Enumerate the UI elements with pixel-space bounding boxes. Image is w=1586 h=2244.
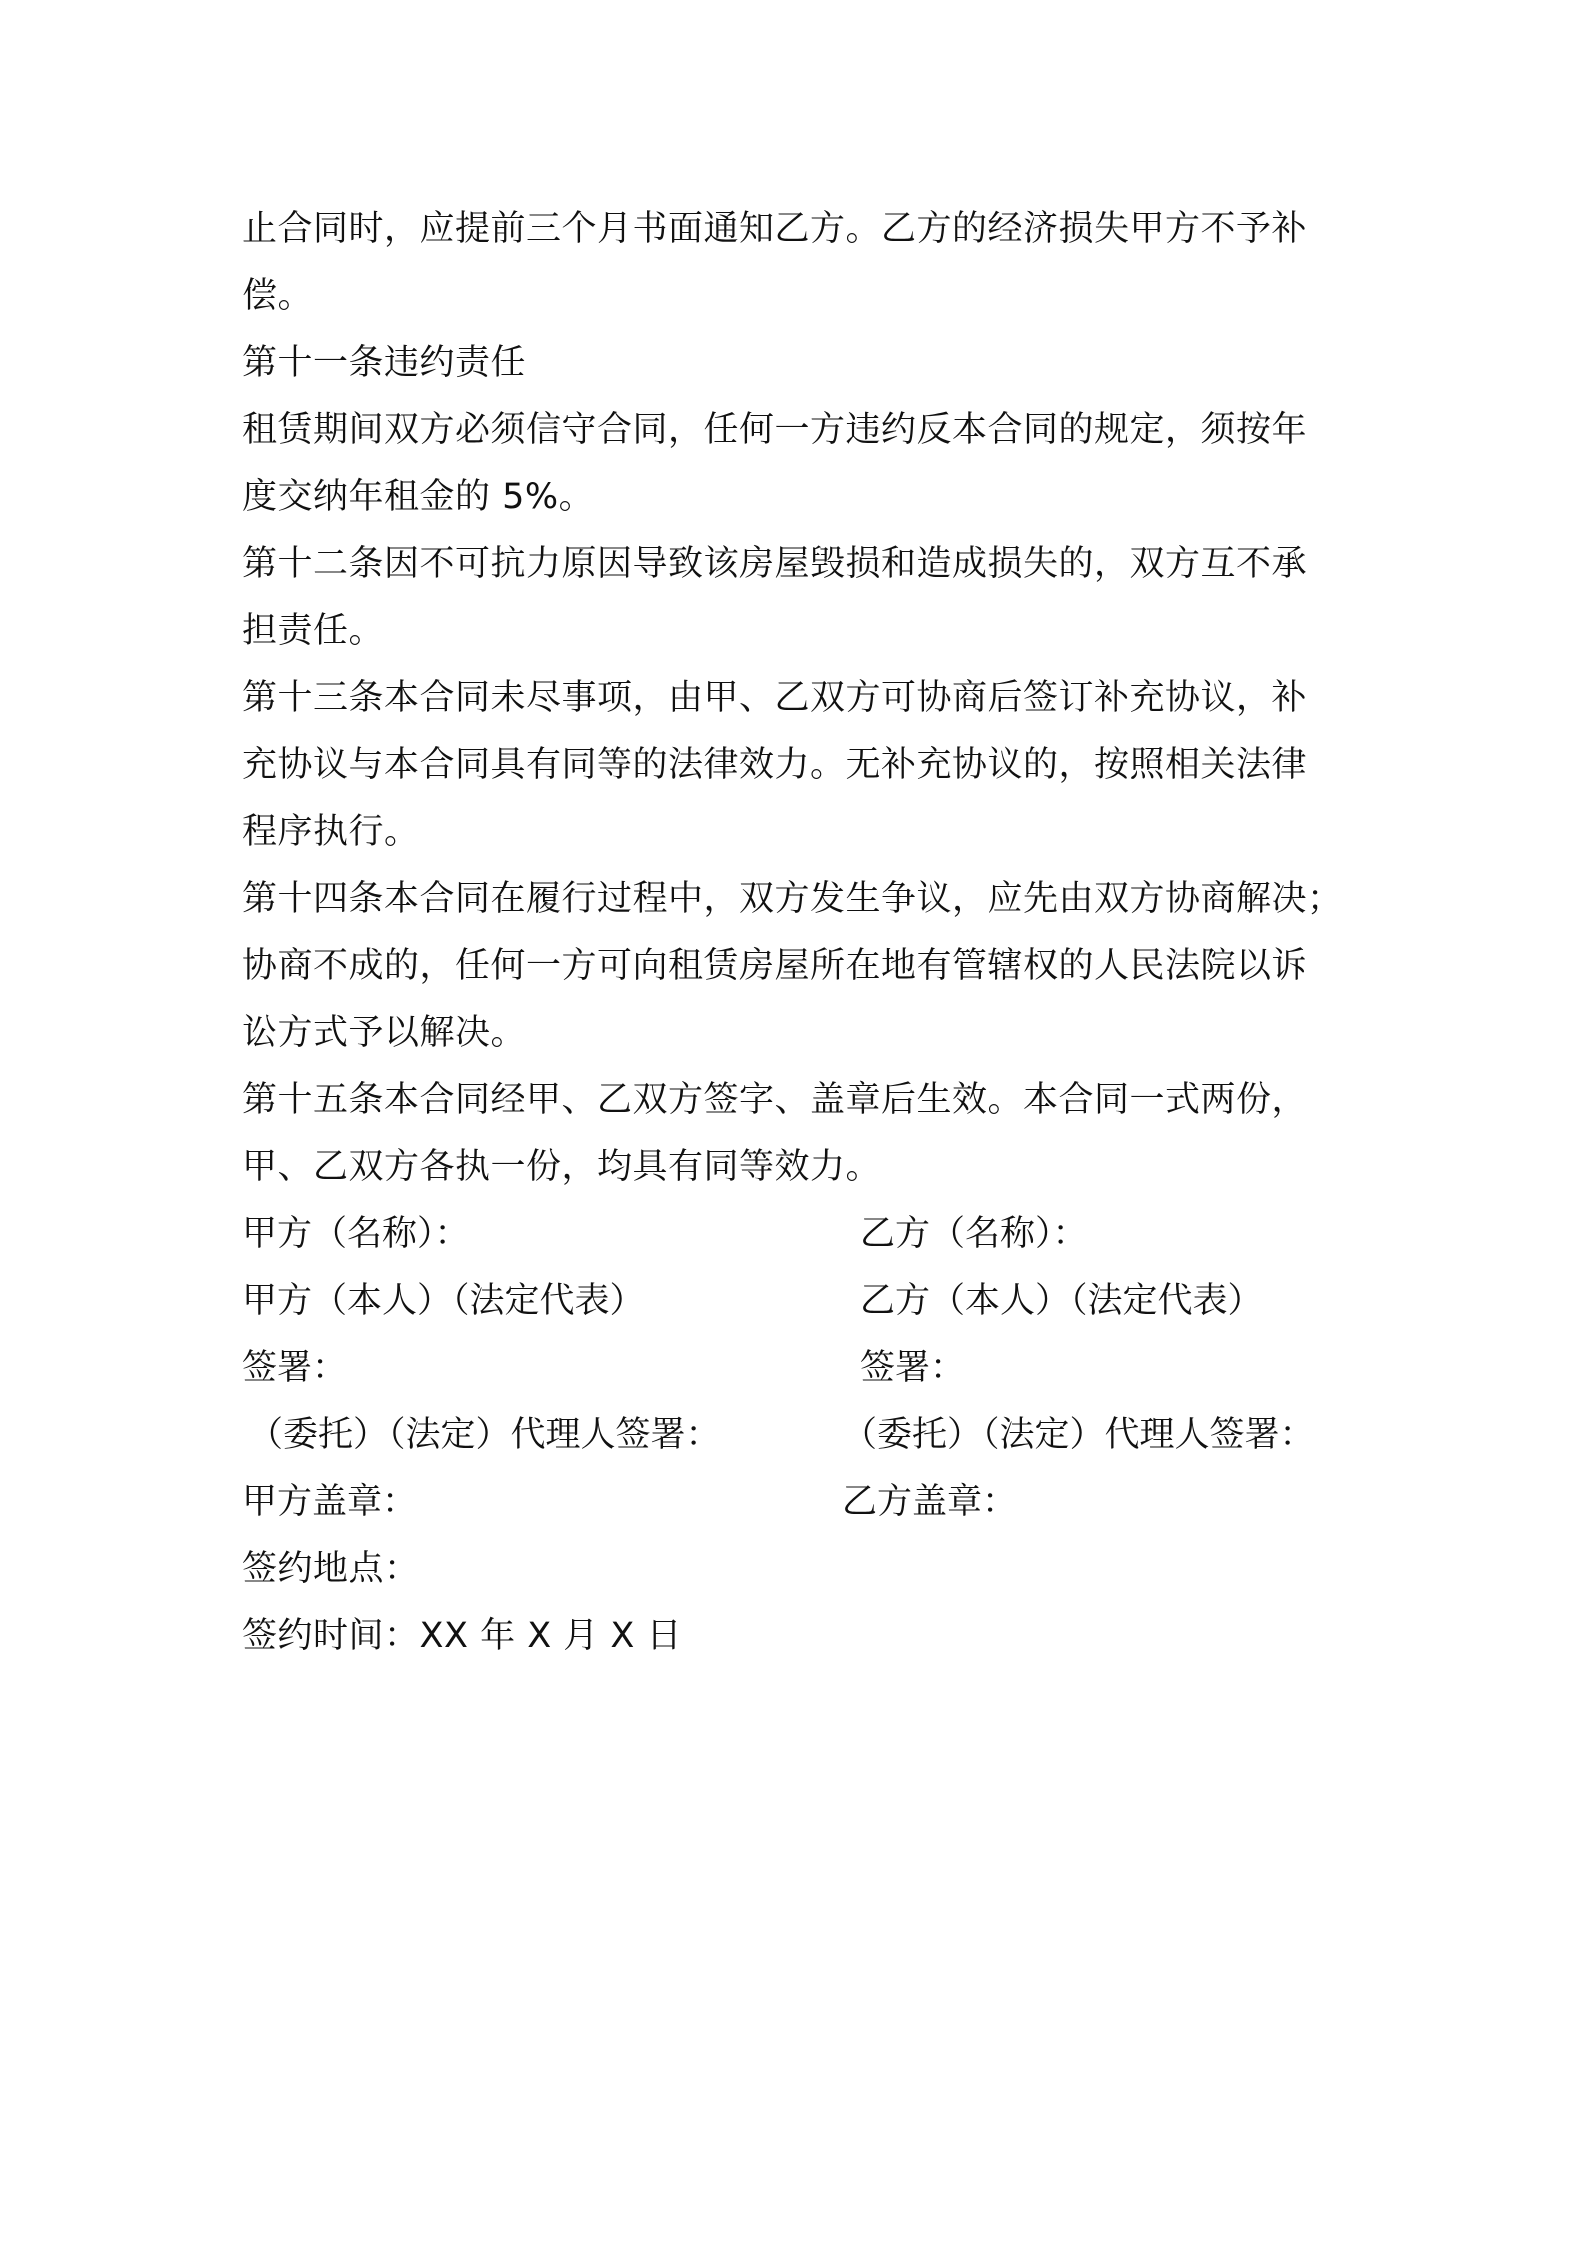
paragraph-line: 第十三条本合同未尽事项，由甲、乙双方可协商后签订补充协议，补 <box>242 678 1308 718</box>
party-a-seal-label: 甲方盖章： <box>242 1482 418 1522</box>
party-b-seal-label: 乙方盖章： <box>842 1482 1018 1522</box>
party-a-sign-label: 签署： <box>242 1348 348 1388</box>
paragraph-line: 止合同时，应提前三个月书面通知乙方。乙方的经济损失甲方不予补 <box>242 209 1308 249</box>
party-a-agent-label: （委托）（法定）代理人签署： <box>248 1415 721 1455</box>
paragraph-line: 度交纳年租金的 5%。 <box>242 477 595 517</box>
paragraph-line: 第十四条本合同在履行过程中，双方发生争议，应先由双方协商解决； <box>242 879 1343 919</box>
paragraph-line: 偿。 <box>242 276 314 316</box>
signing-location-label: 签约地点： <box>242 1549 420 1589</box>
paragraph-line: 程序执行。 <box>242 812 420 852</box>
paragraph-line: 充协议与本合同具有同等的法律效力。无补充协议的，按照相关法律 <box>242 745 1308 785</box>
document-body <box>242 196 1362 1670</box>
party-a-representative-label: 甲方（本人）（法定代表） <box>242 1281 645 1321</box>
paragraph-line: 第十五条本合同经甲、乙双方签字、盖章后生效。本合同一式两份， <box>242 1080 1308 1120</box>
signature-row-seal <box>242 1469 1362 1536</box>
paragraph-line: 担责任。 <box>242 611 385 651</box>
signing-date-label: 签约时间：XX 年 X 月 X 日 <box>242 1616 683 1656</box>
party-b-agent-label: （委托）（法定）代理人签署： <box>842 1415 1315 1455</box>
party-a-name-label: 甲方（名称）： <box>242 1214 470 1254</box>
signature-row-name <box>242 1201 1362 1268</box>
signature-row-representative <box>242 1268 1362 1335</box>
signature-row-sign <box>242 1335 1362 1402</box>
paragraph-line: 第十二条因不可抗力原因导致该房屋毁损和造成损失的，双方互不承 <box>242 544 1308 584</box>
paragraph-line: 甲、乙双方各执一份，均具有同等效力。 <box>242 1147 882 1187</box>
party-b-name-label: 乙方（名称）： <box>860 1214 1088 1254</box>
paragraph-line: 租赁期间双方必须信守合同，任何一方违约反本合同的规定，须按年 <box>242 410 1308 450</box>
paragraph-line: 协商不成的，任何一方可向租赁房屋所在地有管辖权的人民法院以诉 <box>242 946 1308 986</box>
signature-row-agent <box>242 1402 1362 1469</box>
party-b-representative-label: 乙方（本人）（法定代表） <box>860 1281 1263 1321</box>
article-heading: 第十一条违约责任 <box>242 343 527 383</box>
paragraph-line: 讼方式予以解决。 <box>242 1013 527 1053</box>
party-b-sign-label: 签署： <box>860 1348 966 1388</box>
